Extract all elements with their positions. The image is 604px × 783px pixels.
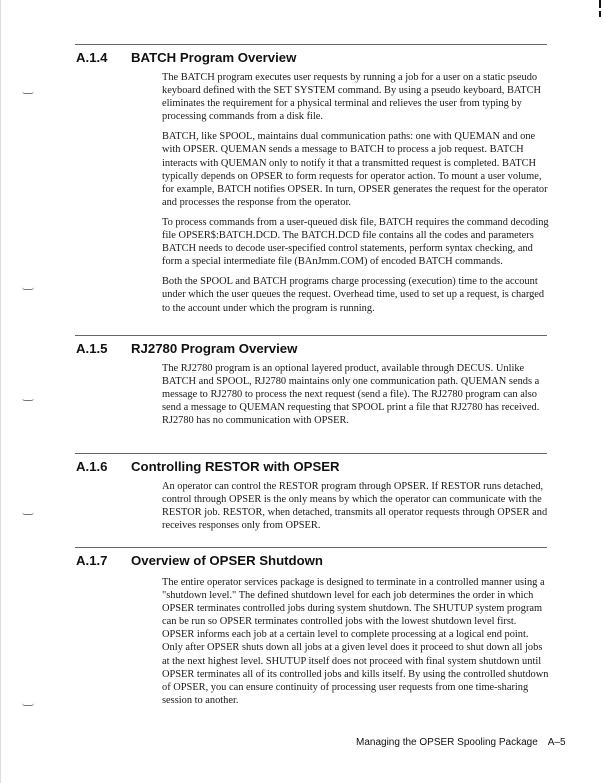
- footer-title: Managing the OPSER Spooling Package: [356, 737, 538, 748]
- section-rule: [75, 453, 547, 454]
- section-body-a-1-6: [162, 480, 550, 539]
- binder-hole-mark: [22, 703, 34, 706]
- section-body-a-1-5: [162, 362, 550, 434]
- paragraph: To process commands from a user-queued disk file, BATCH requires the command decoding file OPSER$:BATCH.DCD. The BATCH.DCD file contains all the codes and parameters BATCH needs to decode user-specified control statements, perform syntax checking, and form a special intermediate file (BAnJmm.COM) of encoded BATCH commands.: [162, 216, 549, 268]
- section-rule: [75, 44, 547, 45]
- scan-mark-top: [599, 0, 601, 8]
- section-heading-a-1-7: [76, 553, 323, 568]
- section-title: Overview of OPSER Shutdown: [131, 553, 323, 568]
- binder-hole-mark: [22, 512, 34, 515]
- section-rule: [75, 335, 547, 336]
- paragraph: An operator can control the RESTOR program through OPSER. If RESTOR runs detached, control through OPSER is the only means by which the operator can communicate with the RESTOR job. RESTOR, when detached, transmits all operator requests through OPSER and receives responses only from OPSER.: [162, 481, 548, 532]
- section-body-a-1-4: [162, 71, 550, 322]
- section-rule: [75, 547, 547, 548]
- section-number: A.1.6: [76, 459, 108, 474]
- binder-hole-mark: [22, 287, 34, 290]
- binder-hole-mark: [22, 398, 34, 401]
- section-body-a-1-7: [162, 576, 550, 714]
- paragraph: The BATCH program executes user requests by running a job for a user on a static pseudo keyboard defined with the SET SYSTEM command. By using a pseudo keyboard, BATCH eliminates the requirement for a physical terminal and relieves the user from typing by processing commands from a disk file.: [162, 72, 542, 123]
- paragraph: The entire operator services package is designed to terminate in a controlled manner using a "shutdown level." The defined shutdown level for each job determines the order in which OPSER terminates controlled jobs during system shutdown. The SHUTUP system program can be run so OPSER terminates controlled jobs with the lowest shutdown level first. OPSER informs each job at a certain level to complete processing at a logical end point. Only after OPSER shuts down all jobs at a given level does it proceed to shut down all jobs at the next highest level. SHUTUP itself does not proceed with final system shutdown until OPSER terminates all of its controlled jobs and kills itself. By using the controlled shutdown of OPSER, you can ensure continuity of processing user requests from one time-sharing session to another.: [162, 577, 549, 706]
- section-heading-a-1-6: [76, 459, 340, 474]
- section-number: A.1.7: [76, 553, 108, 568]
- scan-edge-left: [0, 0, 1, 783]
- section-number: A.1.5: [76, 341, 108, 356]
- page-number: A–5: [547, 737, 566, 748]
- section-heading-a-1-5: [76, 341, 297, 356]
- paragraph: The RJ2780 program is an optional layered product, available through DECUS. Unlike BATCH and SPOOL, RJ2780 maintains only one communication path. QUEMAN sends a message to RJ2780 to process the next request (send a file). The RJ2780 program can also send a message to QUEMAN requesting that SPOOL print a file that RJ2780 has received. RJ2780 has no communication with OPSER.: [162, 363, 540, 427]
- binder-hole-mark: [22, 91, 34, 94]
- scan-mark-top-2: [599, 11, 601, 17]
- section-number: A.1.4: [76, 50, 108, 65]
- paragraph: Both the SPOOL and BATCH programs charge processing (execution) time to the account under which the user queues the request. Overhead time, used to set up a request, is charged to the account under which the program is running.: [162, 276, 545, 314]
- paragraph: BATCH, like SPOOL, maintains dual communication paths: one with QUEMAN and one with OPSER. QUEMAN sends a message to BATCH to process a job request. BATCH interacts with QUEMAN only to notify it that a transmitted request is completed. BATCH typically depends on OPSER to form requests for operator action. To mount a user volume, for example, BATCH notifies OPSER. In turn, OPSER generates the request for the operator and processes the response from the operator.: [162, 131, 548, 208]
- page-footer: [356, 737, 566, 748]
- section-heading-a-1-4: [76, 50, 296, 65]
- section-title: BATCH Program Overview: [131, 50, 297, 65]
- section-title: RJ2780 Program Overview: [131, 341, 298, 356]
- section-title: Controlling RESTOR with OPSER: [131, 459, 340, 474]
